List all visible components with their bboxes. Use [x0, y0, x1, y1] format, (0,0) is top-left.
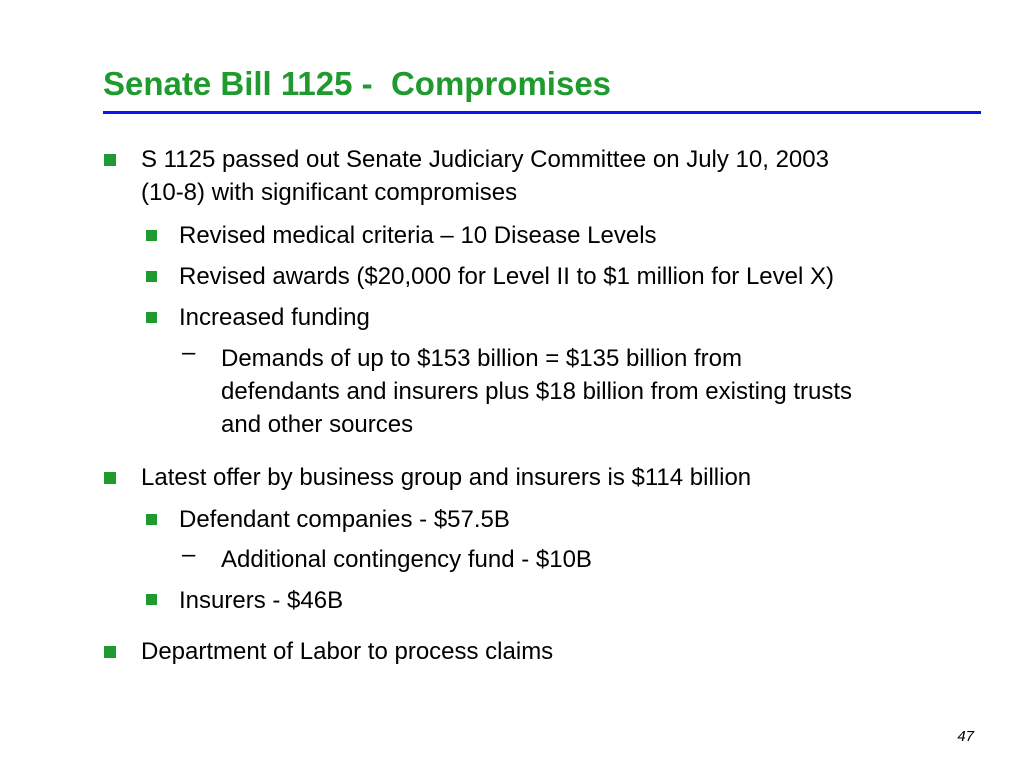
bullet-square-icon: [104, 646, 116, 658]
detail-line: and other sources: [221, 411, 414, 438]
bullet-text: Latest offer by business group and insurers is $114 billion: [141, 464, 752, 491]
detail-line: Additional contingency fund - $10B: [221, 546, 592, 573]
detail-line: defendants and insurers plus $18 billion from existing trusts: [221, 378, 853, 405]
sub-bullet-text: Defendant companies - $57.5B: [179, 506, 510, 533]
bullet-text: Department of Labor to process claims: [141, 638, 554, 665]
sub-bullet-text: Increased funding: [179, 304, 370, 331]
bullet-line: (10-8) with significant compromises: [141, 179, 518, 206]
dash-icon: –: [182, 339, 196, 366]
slide-title: Senate Bill 1125 - Compromises: [103, 65, 612, 102]
sub-bullet-text: Revised medical criteria – 10 Disease Levels: [179, 222, 657, 249]
dash-icon: –: [182, 541, 196, 568]
sub-bullet-square-icon: [146, 271, 157, 282]
bullet-line: S 1125 passed out Senate Judiciary Committee on July 10, 2003: [141, 146, 829, 173]
detail-line: Demands of up to $153 billion = $135 billion from: [221, 345, 742, 372]
sub-bullet-square-icon: [146, 514, 157, 525]
sub-bullet-text: Insurers - $46B: [179, 587, 344, 614]
sub-bullet-square-icon: [146, 230, 157, 241]
sub-bullet-square-icon: [146, 312, 157, 323]
bullet-square-icon: [104, 154, 116, 166]
sub-bullet-square-icon: [146, 594, 157, 605]
bullet-square-icon: [104, 472, 116, 484]
sub-bullet-text: Revised awards ($20,000 for Level II to $1 million for Level X): [179, 263, 834, 290]
page-number: 47: [957, 728, 974, 745]
